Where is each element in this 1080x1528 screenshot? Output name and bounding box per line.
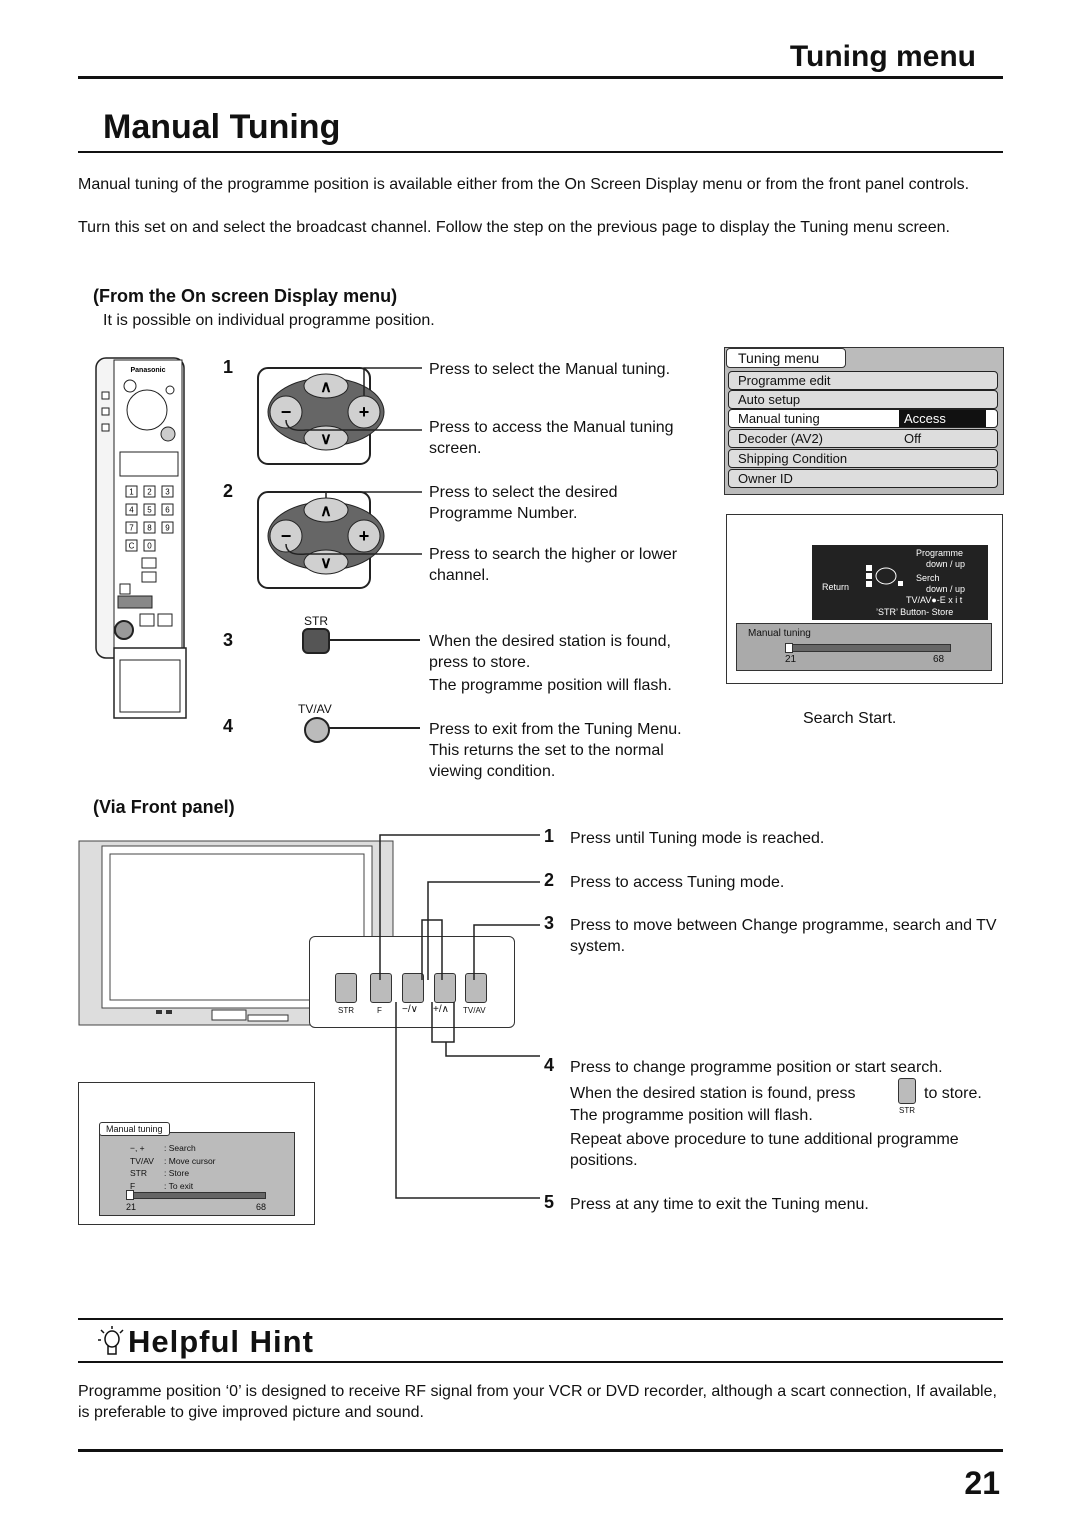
- footer-rule: [78, 1449, 1003, 1452]
- menu-item-owner-id[interactable]: [728, 469, 998, 488]
- svg-text:+: +: [358, 402, 370, 422]
- front-step-5-number: 5: [544, 1192, 555, 1212]
- front-tvav-label: TV/AV: [463, 1006, 486, 1015]
- front-panel-leader-lines: [370, 820, 550, 1210]
- svg-text:∧: ∧: [320, 503, 332, 520]
- osd-step-3-text-a: When the desired station is found, press to store.: [429, 633, 671, 671]
- legend-down-up-2: down / up: [926, 584, 966, 594]
- svg-text:+: +: [358, 526, 370, 546]
- search-bar-min: 21: [785, 654, 797, 665]
- menu-item-label: Manual tuning: [738, 411, 820, 426]
- remote-key-label: C: [128, 541, 135, 551]
- menu-item-value-access: Access: [899, 410, 986, 427]
- panel-osd-min: 21: [126, 1202, 137, 1212]
- direction-pad-1[interactable]: [256, 366, 422, 466]
- panel-osd-rows: [130, 1142, 216, 1192]
- front-str-label: STR: [338, 1006, 354, 1015]
- svg-text:−: −: [280, 526, 292, 546]
- front-step-2-number: 2: [544, 870, 555, 890]
- menu-item-label: Shipping Condition: [738, 451, 848, 466]
- front-f-label: F: [377, 1006, 382, 1015]
- front-step-1-text: Press until Tuning mode is reached.: [570, 830, 825, 847]
- header-rule: [78, 76, 1003, 79]
- osd-step-1-text-b: Press to access the Manual tuning screen.: [429, 419, 674, 457]
- menu-item-label: Decoder (AV2): [738, 431, 824, 446]
- osd-section-subtext: It is possible on individual programme position.: [103, 312, 435, 329]
- front-step-4-line4: Repeat above procedure to tune additional programme positions.: [570, 1131, 959, 1169]
- front-step-5-text: Press at any time to exit the Tuning menu.: [570, 1196, 869, 1213]
- front-step-4-text: Press to change programme position or start search.: [570, 1059, 943, 1076]
- menu-item-label: Programme edit: [738, 373, 831, 388]
- tuning-menu-title: [726, 348, 846, 368]
- title-rule: [78, 151, 1003, 153]
- remote-key-label: 7: [129, 523, 134, 533]
- front-step-4-line3: The programme position will flash.: [570, 1107, 813, 1124]
- search-legend-box: [812, 545, 988, 620]
- menu-item-shipping-condition[interactable]: [728, 449, 998, 468]
- front-step-4-line2b: to store.: [924, 1085, 982, 1102]
- osd-step-1-number: 1: [223, 357, 234, 377]
- search-bar-title: Manual tuning: [748, 628, 811, 639]
- str-button[interactable]: [302, 628, 330, 654]
- remote-key-label: 2: [147, 487, 152, 497]
- menu-item-auto-setup[interactable]: [728, 390, 998, 409]
- search-bar-panel: [736, 623, 992, 671]
- page-title: Manual Tuning: [103, 108, 341, 146]
- osd-step-4-text-b: This returns the set to the normal viewing condition.: [429, 742, 664, 780]
- intro-paragraph-2: Turn this set on and select the broadcast channel. Follow the step on the previous page to display the Tuning menu screen.: [78, 219, 950, 236]
- legend-exit: TV/AV●-E x i t: [906, 595, 963, 605]
- str-button-label: STR: [304, 614, 328, 628]
- osd-step-2-text-a: Press to select the desired Programme Number.: [429, 484, 618, 522]
- legend-down-up-1: down / up: [926, 559, 966, 569]
- search-caption: Search Start.: [803, 710, 897, 727]
- front-step-4-line2a: When the desired station is found, press: [570, 1085, 856, 1102]
- hint-text: Programme position ‘0’ is designed to receive RF signal from your VCR or DVD recorder, although a scart connection, If available, is preferable to give improved picture and sound.: [78, 1383, 997, 1421]
- hint-title: Helpful Hint: [128, 1324, 314, 1359]
- osd-step-3-text-b: The programme position will flash.: [429, 677, 672, 694]
- osd-step-2-number: 2: [223, 481, 234, 501]
- panel-osd-max: 68: [256, 1202, 267, 1212]
- svg-text:∧: ∧: [320, 379, 332, 396]
- osd-step-3-number: 3: [223, 630, 234, 650]
- front-str-button[interactable]: [335, 973, 357, 1003]
- panel-osd-row: F : To exit: [130, 1180, 194, 1191]
- remote-key-label: 1: [129, 487, 134, 497]
- front-step-1-number: 1: [544, 826, 555, 846]
- remote-key-label: 6: [165, 505, 170, 515]
- search-progress-marker: [785, 643, 793, 653]
- remote-key-label: 8: [147, 523, 152, 533]
- tvav-button[interactable]: [304, 717, 330, 743]
- remote-key-label: 9: [165, 523, 170, 533]
- svg-text:∨: ∨: [320, 431, 332, 448]
- str-leader-line: [328, 639, 420, 641]
- front-panel-heading: (Via Front panel): [93, 797, 235, 817]
- remote-key-label: 4: [129, 505, 134, 515]
- osd-step-2-text-b: Press to search the higher or lower channel.: [429, 546, 678, 584]
- remote-key-label: 5: [147, 505, 152, 515]
- inline-str-label: STR: [899, 1106, 915, 1115]
- front-step-4-number: 4: [544, 1055, 555, 1075]
- intro-paragraph-1: Manual tuning of the programme position is available either from the On Screen Display menu or from the front panel controls.: [78, 176, 970, 193]
- hint-bottom-rule: [78, 1361, 1003, 1363]
- remote-control-illustration: [92, 352, 192, 722]
- osd-step-4-text-a: Press to exit from the Tuning Menu.: [429, 721, 682, 738]
- remote-key-label: 0: [147, 541, 152, 551]
- legend-return: Return: [822, 582, 850, 592]
- page-number: 21: [964, 1465, 1000, 1501]
- menu-item-programme-edit[interactable]: [728, 371, 998, 390]
- legend-serch: Serch: [916, 573, 940, 583]
- menu-item-label: Auto setup: [738, 392, 801, 407]
- panel-osd-row: TV/AV : Move cursor: [130, 1155, 216, 1166]
- svg-text:−: −: [280, 402, 292, 422]
- menu-item-label: Owner ID: [738, 471, 793, 486]
- menu-item-manual-tuning[interactable]: [728, 409, 998, 428]
- menu-item-decoder[interactable]: [728, 429, 998, 448]
- direction-pad-2[interactable]: [256, 490, 422, 590]
- section-title: Tuning menu: [789, 40, 976, 73]
- panel-osd-row: STR : Store: [130, 1168, 190, 1178]
- osd-step-1-text-a: Press to select the Manual tuning.: [429, 361, 671, 378]
- panel-osd-progress-bar: [126, 1192, 266, 1199]
- legend-programme: Programme: [916, 548, 964, 558]
- search-bar-max: 68: [933, 654, 945, 665]
- panel-osd-title: Manual tuning: [99, 1122, 170, 1136]
- legend-remote-icon: [864, 563, 904, 589]
- front-up-label: +/∧: [433, 1004, 449, 1015]
- hint-top-rule: [78, 1318, 1003, 1320]
- search-progress-bar: [785, 644, 951, 652]
- menu-item-value: Off: [904, 431, 922, 446]
- tvav-leader-line: [328, 727, 420, 729]
- panel-osd-row: −, + : Search: [130, 1143, 196, 1153]
- tvav-button-label: TV/AV: [298, 702, 332, 716]
- front-down-label: −/∨: [402, 1004, 418, 1015]
- osd-step-4-number: 4: [223, 716, 234, 736]
- tuning-menu-title-text: Tuning menu: [738, 350, 820, 366]
- front-step-3-number: 3: [544, 913, 555, 933]
- svg-text:∨: ∨: [320, 555, 332, 572]
- lightbulb-icon: [96, 1324, 126, 1360]
- legend-store: ’STR’ Button- Store: [876, 607, 954, 617]
- remote-brand: Panasonic: [130, 367, 166, 374]
- inline-str-button: [898, 1078, 916, 1104]
- panel-osd-progress-marker: [126, 1190, 134, 1200]
- front-step-2-text: Press to access Tuning mode.: [570, 874, 785, 891]
- front-step-3-text: Press to move between Change programme, search and TV system.: [570, 917, 997, 955]
- remote-key-label: 3: [165, 487, 170, 497]
- osd-section-heading: (From the On screen Display menu): [93, 286, 398, 306]
